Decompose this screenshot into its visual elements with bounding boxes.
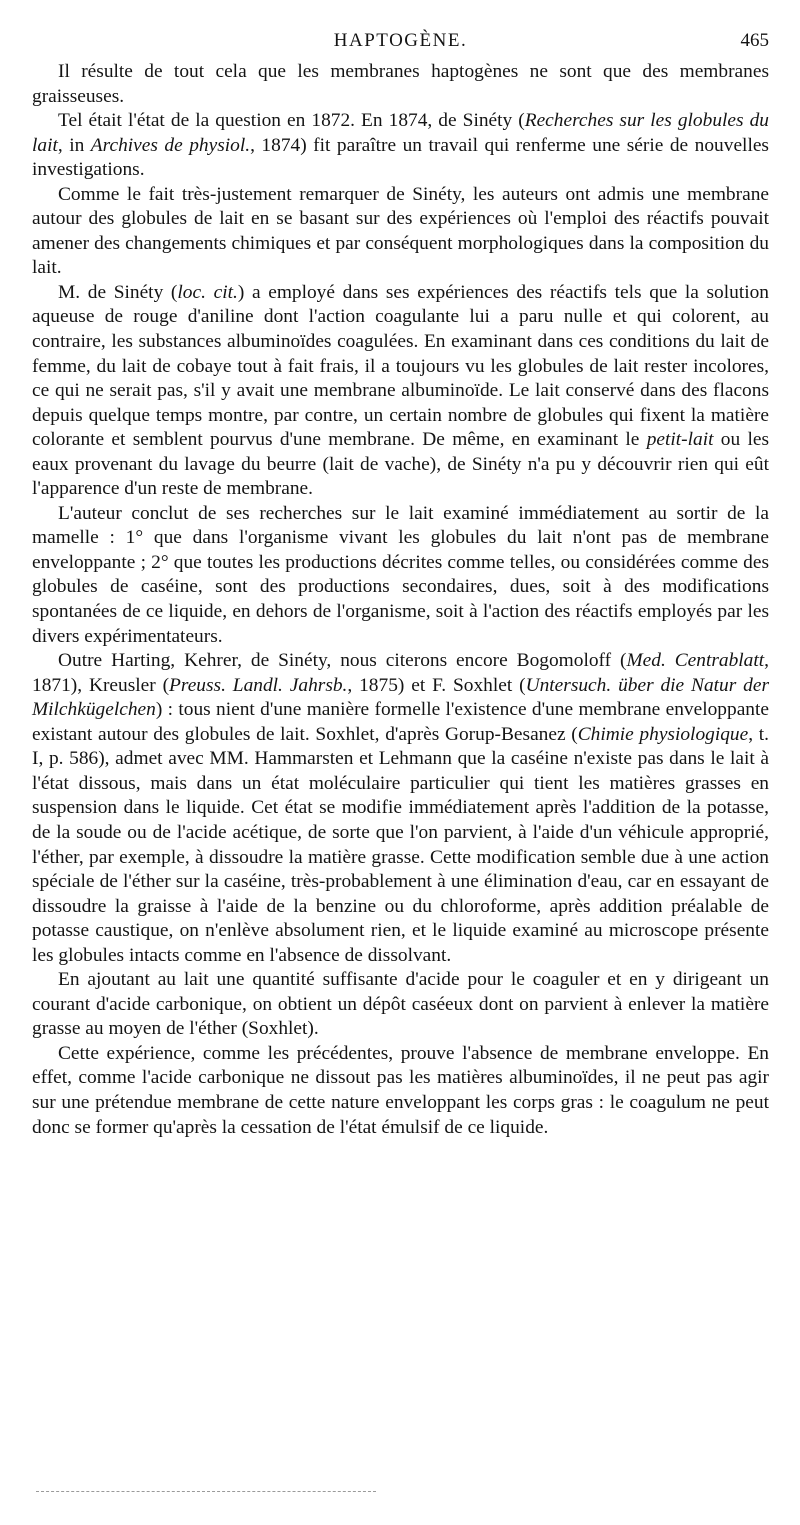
paragraph <box>32 649 769 968</box>
page-header <box>32 30 769 54</box>
text-segment: ) : tous nient d'une manière formelle l'existence d'une membrane enveloppante existant autour des globules de lait. Soxhlet, d'après Gorup-Besanez ( <box>32 699 769 745</box>
text-segment: ou les eaux provenant du lavage du beurre (lait de vache), de Sinéty n'a pu y découvrir rien qui eût l'apparence d'un reste de membrane. <box>32 429 769 500</box>
text-segment: , t. I, p. 586), admet avec MM. Hammarsten et Lehmann que la caséine n'existe pas dans le lait à l'état dissous, mais dans un état moléculaire particulier qui tient les matières grasses en suspension dans le liquide. Cet état se modifie immédiatement après l'addition de la potasse, de la soude ou de l'acide acétique, de sorte que l'on parvient, à l'aide d'un véhicule approprié, l'éther, par exemple, à dissoudre la matière grasse. Cette modification semble due à une action spéciale de l'éther sur la caséine, très-probablement à une élimination d'eau, car en essayant de dissoudre la graisse à l'aide de la benzine ou du chloroforme, après addition préalable de potasse caustique, on n'enlève absolument rien, et le liquide examiné au microscope présente les globules intacts comme en l'absence de dissolvant. <box>32 723 769 966</box>
text-segment: Outre Harting, Kehrer, de Sinéty, nous citerons encore Bogomoloff ( <box>58 650 627 672</box>
paragraph <box>32 109 769 183</box>
paragraph <box>32 1042 769 1140</box>
text-segment: , 1875) et F. Soxhlet ( <box>347 674 526 696</box>
italic-citation: Untersuch. über die Natur der Milchkügelchen <box>32 674 769 721</box>
paragraph <box>32 968 769 1042</box>
running-title: HAPTOGÈNE. <box>333 30 468 51</box>
text-segment: L'auteur conclut de ses recherches sur le lait examiné immédiatement au sortir de la mamelle : 1° que dans l'organisme vivant les globules du lait n'ont pas de membrane enveloppante ; 2° que toutes les productions décrites comme telles, ou considérées comme des globules de caséine, sont des productions secondaires, dues, soit à des modifications spontanées de ce liquide, en dehors de l'organisme, soit à l'action des réactifs employés par les divers expérimentateurs. <box>32 502 769 647</box>
text-segment: Tel était l'état de la question en 1872. En 1874, de Sinéty ( <box>58 110 525 132</box>
book-page <box>32 30 769 1140</box>
text-segment: , in <box>57 134 91 156</box>
italic-citation: loc. cit. <box>177 281 238 303</box>
page-number: 465 <box>740 30 769 51</box>
text-segment: Cette expérience, comme les précédentes, prouve l'absence de membrane enveloppe. En effet, comme l'acide carbonique ne dissout pas les matières albuminoïdes, il ne peut pas agir sur une prétendue membrane de cette nature enveloppant les corps gras : le coagulum ne peut donc se former qu'après la cessation de l'état émulsif de ce liquide. <box>32 1042 769 1138</box>
text-segment: M. de Sinéty ( <box>58 281 178 303</box>
text-segment: Comme le fait très-justement remarquer de Sinéty, les auteurs ont admis une membrane autour des globules de lait en se basant sur des expériences où l'emploi des réactifs pouvait amener des changements chimiques et par conséquent morphologiques dans la composition du lait. <box>32 183 769 279</box>
italic-citation: Archives de physiol. <box>90 134 251 156</box>
paragraph <box>32 281 769 502</box>
text-segment: En ajoutant au lait une quantité suffisante d'acide pour le coaguler et en y dirigeant un courant d'acide carbonique, on obtient un dépôt caséeux dont on parvient à enlever la matière grasse au moyen de l'éther (Soxhlet). <box>32 969 769 1040</box>
italic-citation: petit-lait <box>646 429 714 451</box>
paragraph <box>32 183 769 281</box>
text-segment: , 1874) fit paraître un travail qui renferme une série de nouvelles investigations. <box>32 134 769 181</box>
footer-divider <box>36 1491 376 1492</box>
text-segment: ) a employé dans ses expériences des réactifs tels que la solution aqueuse de rouge d'aniline dont l'action coagulante lui a paru nulle et qui colorent, au contraire, les substances albuminoïdes coagulées. En examinant dans ces conditions du lait de femme, du lait de cobaye tout à fait frais, il a toujours vu les globules de lait rester incolores, ce qui ne serait pas, s'il y avait une membrane albuminoïde. Le lait conservé dans des flacons depuis quelque temps montre, par contre, un certain nombre de globules qui fixent la matière colorante et semblent pourvus d'une membrane. De même, en examinant le <box>32 281 769 451</box>
italic-citation: Preuss. Landl. Jahrsb. <box>169 674 348 696</box>
text-segment: , 1871), Kreusler ( <box>32 650 769 696</box>
italic-citation: Recherches sur les globules du lait <box>32 110 769 156</box>
paragraph <box>32 60 769 109</box>
text-segment: Il résulte de tout cela que les membranes haptogènes ne sont que des membranes graisseuses. <box>32 61 769 107</box>
paragraph <box>32 502 769 649</box>
body-text <box>32 60 769 1140</box>
italic-citation: Chimie physiologique <box>577 723 749 745</box>
italic-citation: Med. Centrablatt <box>626 650 765 672</box>
